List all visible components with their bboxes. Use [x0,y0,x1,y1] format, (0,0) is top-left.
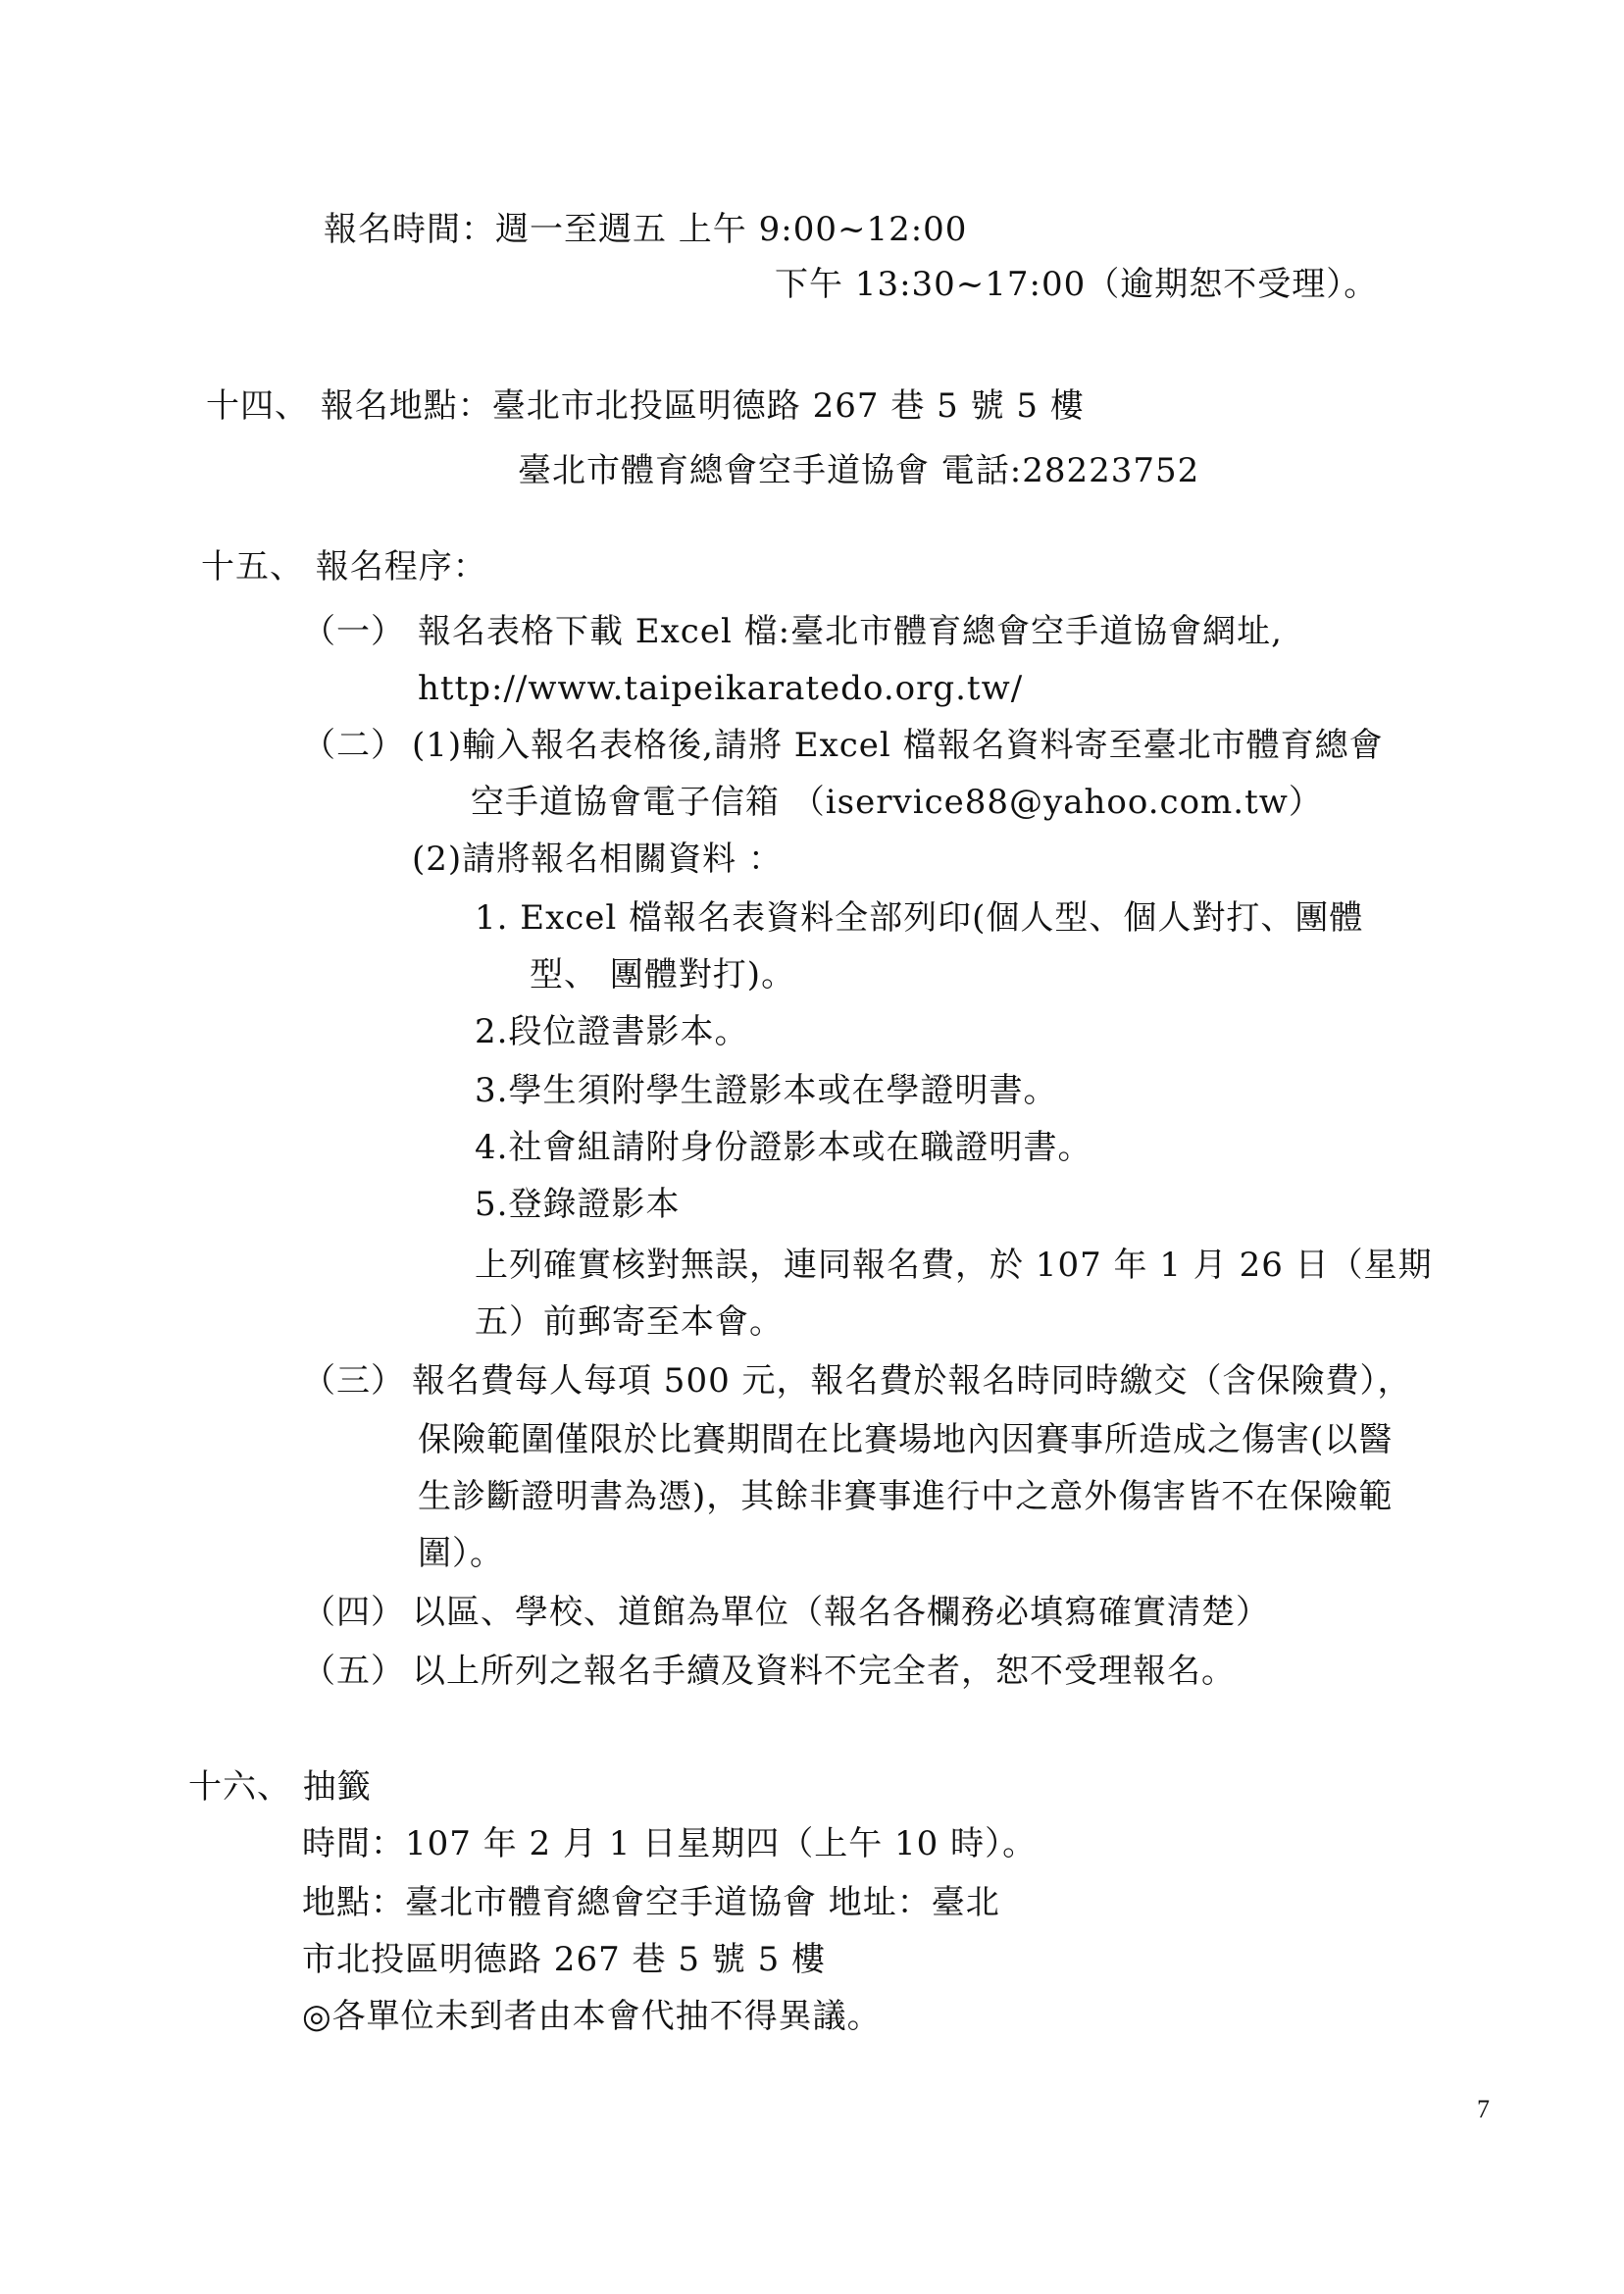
list-item-4: 4.社會組請附身份證影本或在職證明書。 [475,1128,1092,1167]
item-4-text: 以區、學校、道館為單位（報名各欄務必填寫確實清楚） [412,1593,1270,1632]
list-item-1-line-1: 1. Excel 檔報名表資料全部列印(個人型、個人對打、團體 [475,898,1364,938]
draw-time: 時間：107 年 2 月 1 日星期四（上午 10 時）。 [302,1824,1038,1863]
item-3-line-4: 圍）。 [418,1534,504,1573]
section-14-heading: 十四、 報名地點：臺北市北投區明德路 267 巷 5 號 5 樓 [206,386,1085,426]
item-2-sub-1-line-2: 空手道協會電子信箱 （iservice88@yahoo.com.tw） [471,783,1323,822]
item-2-marker: （二） [302,726,405,765]
item-1-line-1: 報名表格下載 Excel 檔:臺北市體育總會空手道協會網址, [418,612,1283,651]
draw-place-line-2: 市北投區明德路 267 巷 5 號 5 樓 [302,1940,827,1979]
draw-place-line-1: 地點：臺北市體育總會空手道協會 地址：臺北 [302,1883,1000,1922]
item-3-line-3: 生診斷證明書為憑)，其餘非賽事進行中之意外傷害皆不在保險範 [418,1477,1394,1516]
item-4-marker: （四） [302,1593,405,1632]
list-item-3: 3.學生須附學生證影本或在學證明書。 [475,1071,1058,1110]
list-item-1-line-2: 型、 團體對打)。 [530,955,796,994]
registration-time-line-2: 下午 13:30~17:00（逾期恕不受理）。 [775,265,1379,304]
list-item-2: 2.段位證書影本。 [475,1012,749,1051]
item-5-text: 以上所列之報名手續及資料不完全者，恕不受理報名。 [412,1652,1236,1691]
confirm-line-1: 上列確實核對無誤，連同報名費，於 107 年 1 月 26 日（星期 [475,1246,1433,1285]
item-3-line-1: 報名費每人每項 500 元，報名費於報名時同時繳交（含保險費）， [412,1361,1412,1401]
item-2-sub-2: (2)請將報名相關資料 ： [412,840,783,879]
item-3-marker: （三） [302,1361,405,1401]
section-15-heading: 十五、 報名程序： [201,547,487,586]
confirm-line-2: 五）前郵寄至本會。 [475,1302,784,1342]
page-number: 7 [1477,2095,1490,2123]
section-16-heading: 十六、 抽籤 [188,1767,372,1807]
registration-time-line-1: 報名時間：週一至週五 上午 9:00~12:00 [324,210,968,249]
item-3-line-2: 保險範圍僅限於比賽期間在比賽場地內因賽事所造成之傷害(以醫 [418,1420,1394,1459]
item-1-marker: （一） [302,612,405,651]
item-5-marker: （五） [302,1652,405,1691]
section-14-line-2: 臺北市體育總會空手道協會 電話:28223752 [518,451,1200,490]
item-1-url: http://www.taipeikaratedo.org.tw/ [418,669,1024,708]
item-2-sub-1-line-1: (1)輸入報名表格後,請將 Excel 檔報名資料寄至臺北市體育總會 [412,726,1384,765]
draw-note: ◎各單位未到者由本會代抽不得異議。 [302,1997,882,2036]
list-item-5: 5.登錄證影本 [475,1185,681,1224]
